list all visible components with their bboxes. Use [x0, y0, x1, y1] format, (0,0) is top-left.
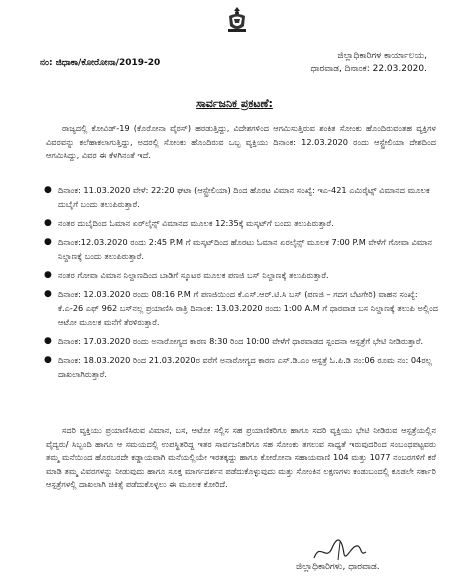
list-item-text: ದಿನಾಂಕ: 17.03.2020 ರಂದು ಅನಾರೋಗ್ಯದ ಕಾರಣ 8:30 ರಿಂದ 10:00 ವೇಳೆಗೆ ಧಾರವಾಡದ ಸ್ಪಂದನಾ ಆಸ್ಪತ್ರೆಗೆ ಭೇಟಿ ನೀಡಿರುತ್ತಾರೆ.: [58, 336, 424, 346]
list-item-text: ನಂತರ ಗೋವಾ ವಿಮಾನ ನಿಲ್ದಾಣದಿಂದ ಬಾಡಿಗೆ ಸ್ಕೂಟರ ಮೂಲಕ ಪಣಜಿ ಬಸ್ ನಿಲ್ದಾಣಕ್ಕೆ ತಲುಪಿರುತ್ತಾರೆ.: [58, 270, 329, 280]
office-name: ಜಿಲ್ಲಾಧಿಕಾರಿಗಳ ಕಾರ್ಯಾಲಯ,: [337, 51, 427, 61]
reference-number: ನಂ: ಜಿಧಾಕಾ/ಕೋರೋನಾ/2019-20: [40, 58, 161, 68]
list-item: [44, 334, 440, 348]
list-item: [44, 287, 440, 329]
list-item: [44, 216, 440, 230]
bullet-icon: ●: [44, 355, 52, 365]
list-item-text: ದಿನಾಂಕ: 11.03.2020 ವೇಳೆ: 22:20 ಘಟಾ (ಆಸ್ಟ್ರೇಲಿಯಾ) ದಿಂದ ಹೊರಟ ವಿಮಾನ ಸಂಖ್ಯೆ: ಇಎ-421 ಎಮಿರೈಟ್ಸ್ ವಿಮಾನದ ಮೂಲಕ ದುಬೈಗೆ ಬಂದು ತಲುಪಿರುತ್ತಾರೆ.: [58, 185, 430, 209]
bullet-icon: ●: [44, 218, 52, 228]
signatory: ಜಿಲ್ಲಾಧಿಕಾರಿಗಳು, ಧಾರವಾಡ.: [296, 562, 380, 572]
list-item: [44, 183, 440, 211]
place-date: ಧಾರವಾಡ, ದಿನಾಂಕ: 22.03.2020.: [310, 64, 427, 74]
travel-history-list: [44, 183, 440, 386]
list-item: [44, 235, 440, 263]
list-item: [44, 353, 440, 381]
bullet-icon: ●: [44, 289, 52, 299]
list-item: [44, 268, 440, 282]
bullet-icon: ●: [44, 270, 52, 280]
list-item-text: ದಿನಾಂಕ:12.03.2020 ರಂದು 2:45 P.M ಗೆ ಮಸ್ಕಟ್‌ದಿಂದ ಹೊರಟು ಓಮಾನ ಏರಲೈನ್ಸ್ ಮೂಲಕ 7:00 P.M ವೇಳೆಗೆ ಗೋವಾ ವಿಮಾನ ನಿಲ್ದಾಣಕ್ಕೆ ಬಂದು ತಲುಪಿರುತ್ತಾರೆ.: [58, 237, 433, 261]
list-item-text: ದಿನಾಂಕ: 12.03.2020 ರಂದು 08:16 P.M ಗೆ ಪಣಜಿಯಿಂದ ಕೆ.ಎಸ್.ಆರ್.ಟಿ.ಸಿ ಬಸ್ (ಪಣಜಿ – ಗದಗ ಬೆಟಗೇರಿ) ವಾಹನ ಸಂಖ್ಯೆ: ಕೆ.ಎ-26 ಎಫ್ 962 ಬಸ್‌ನಲ್ಲ ಪ್ರಯಾಣಿಸಿ ರಾತ್ರಿ ದಿನಾಂಕ: 13.03.2020 ರಂದು 1:00 A.M ಗೆ ಧಾರವಾಡ ಬಸ ನಿಲ್ದಾಣಕ್ಕೆ ತಲುಪಿ ಅಲ್ಲಿಂದ ಆಟೋ ಮೂಲಕ ಮನೆಗೆ ತೆರಳಿರುತ್ತಾರೆ.: [58, 289, 439, 327]
bullet-icon: ●: [44, 237, 52, 247]
closing-paragraph: ಸದರಿ ವ್ಯಕ್ತಿಯು ಪ್ರಯಾಣಿಸಿರುವ ವಿಮಾನ, ಬಸ, ಆಟೋ ಸಲ್ಲಿಸ ಸಹ ಪ್ರಯಾಣಿಕರಿಗೂ ಹಾಗೂ ಸದರಿ ವ್ಯಕ್ತಿಯು ಭೇಟಿ ನೀಡಿರುವ ಆಸ್ಪತ್ರೆಯಲ್ಲಿನ ವೈದ್ಯರು/ ಸಿಬ್ಬಂದಿ ಹಾಗೂ ಆ ಸಮಯದಲ್ಲಿ ಉಪಸ್ಥಿತರಿದ್ದ ಇತರ ಸಾರ್ವಜನಿಕರಿಗೂ ಸಹ ಸೋಂಕು ತಗಲುವ ಸಾಧ್ಯತೆ ಇರುವುದರಿಂದ ಸಂಬಂಧಪಟ್ಟವರು ತಮ್ಮ ಮನೆಯಿಂದ ಹೊರಬರದೇ ಕಡ್ಡಾಯವಾಗಿ ಮನೆಯಲ್ಲಿಯೇ ಇರತಕ್ಕದ್ದು ಹಾಗೂ ಕೋರೋನಾ ಸಹಾಯವಾಣಿ 104 ಮತ್ತು 1077 ನಂಬರಗಳಿಗೆ ಕರೆ ಮಾಡಿ ತಮ್ಮ ವಿವರಗಳನ್ನು ನೀಡುವುದು ಹಾಗೂ ಸೂಕ್ತ ಮಾರ್ಗದರ್ಶನ ಪಡೆದುಕೊಳ್ಳುವುದು ಮತ್ತು ಸೋಂಕಿನ ಲಕ್ಷಣಗಳು ಕಂಡುಬಂದಲ್ಲಿ ಕೂಡಲೇ ಸರ್ಕಾರಿ ಆಸ್ಪತ್ರೆಗಳಲ್ಲಿ ದಾಖಲಾಗಿ ಚಿಕಿತ್ಸೆ ಪಡೆದುಕೊಳ್ಳಲು ಈ ಮೂಲಕ ಕೋರಿದೆ.: [46, 425, 436, 490]
notice-title: ಸಾರ್ವಜನಿಕ ಪ್ರಕಟಣೆ:: [196, 97, 273, 110]
bullet-icon: ●: [44, 336, 52, 346]
karnataka-emblem-icon: [226, 6, 248, 34]
office-address: [227, 50, 427, 76]
list-item-text: ನಂತರ ದುಬೈದಿಂದ ಓಮಾನ ಏರ್‌ಲೈನ್ಸ್ ವಿಮಾನದ ಮೂಲಕ 12:35ಕ್ಕೆ ಮಸ್ಕಟ್‌ಗೆ ಬಂದು ತಲುಪಿರುತ್ತಾರೆ.: [58, 218, 334, 228]
bullet-icon: ●: [44, 185, 52, 195]
list-item-text: ದಿನಾಂಕ: 18.03.2020 ರಿಂದ 21.03.2020ರ ವರೆಗೆ ಅನಾರೋಗ್ಯದ ಕಾರಣ ಎಸ್.ಡಿ.ಎಂ ಆಸ್ಪತ್ರೆ ಓ.ಪಿ.ಡಿ ನಂ:06 ರೂಮ ನಂ: 04ರಲ್ಲ ದಾಖಲಾಗಿರುತ್ತಾರೆ.: [58, 355, 432, 379]
intro-paragraph: ರಾಜ್ಯದಲ್ಲಿ ಕೋವಿಡ್-19 (ಕೊರೋನಾ ವೈರಸ್) ಹರಡುತ್ತಿದ್ದು, ವಿದೇಶಗಳಿಂದ ಆಗಮಿಸುತ್ತಿರುವ ಶಂಕಿತ ಸೋಂಕು ಹೊಂದಿರುವಂತಹ ವ್ಯಕ್ತಿಗಳ ವಿವರವನ್ನು ಕಲೆಹಾಕಲಾಗುತ್ತಿದ್ದು, ಅದರಲ್ಲಿ ಸೋಂಕು ಹೊಂದಿರುವ ಒಬ್ಬ ವ್ಯಕ್ತಿಯು ದಿನಾಂಕ: 12.03.2020 ರಂದು ಆಸ್ಟ್ರೇಲಿಯಾ ದೇಶದಿಂದ ಆಗಮಿಸಿದ್ದು, ವಿವರ ಈ ಕೆಳಗಿನಂತೆ ಇದೆ.: [46, 123, 436, 161]
